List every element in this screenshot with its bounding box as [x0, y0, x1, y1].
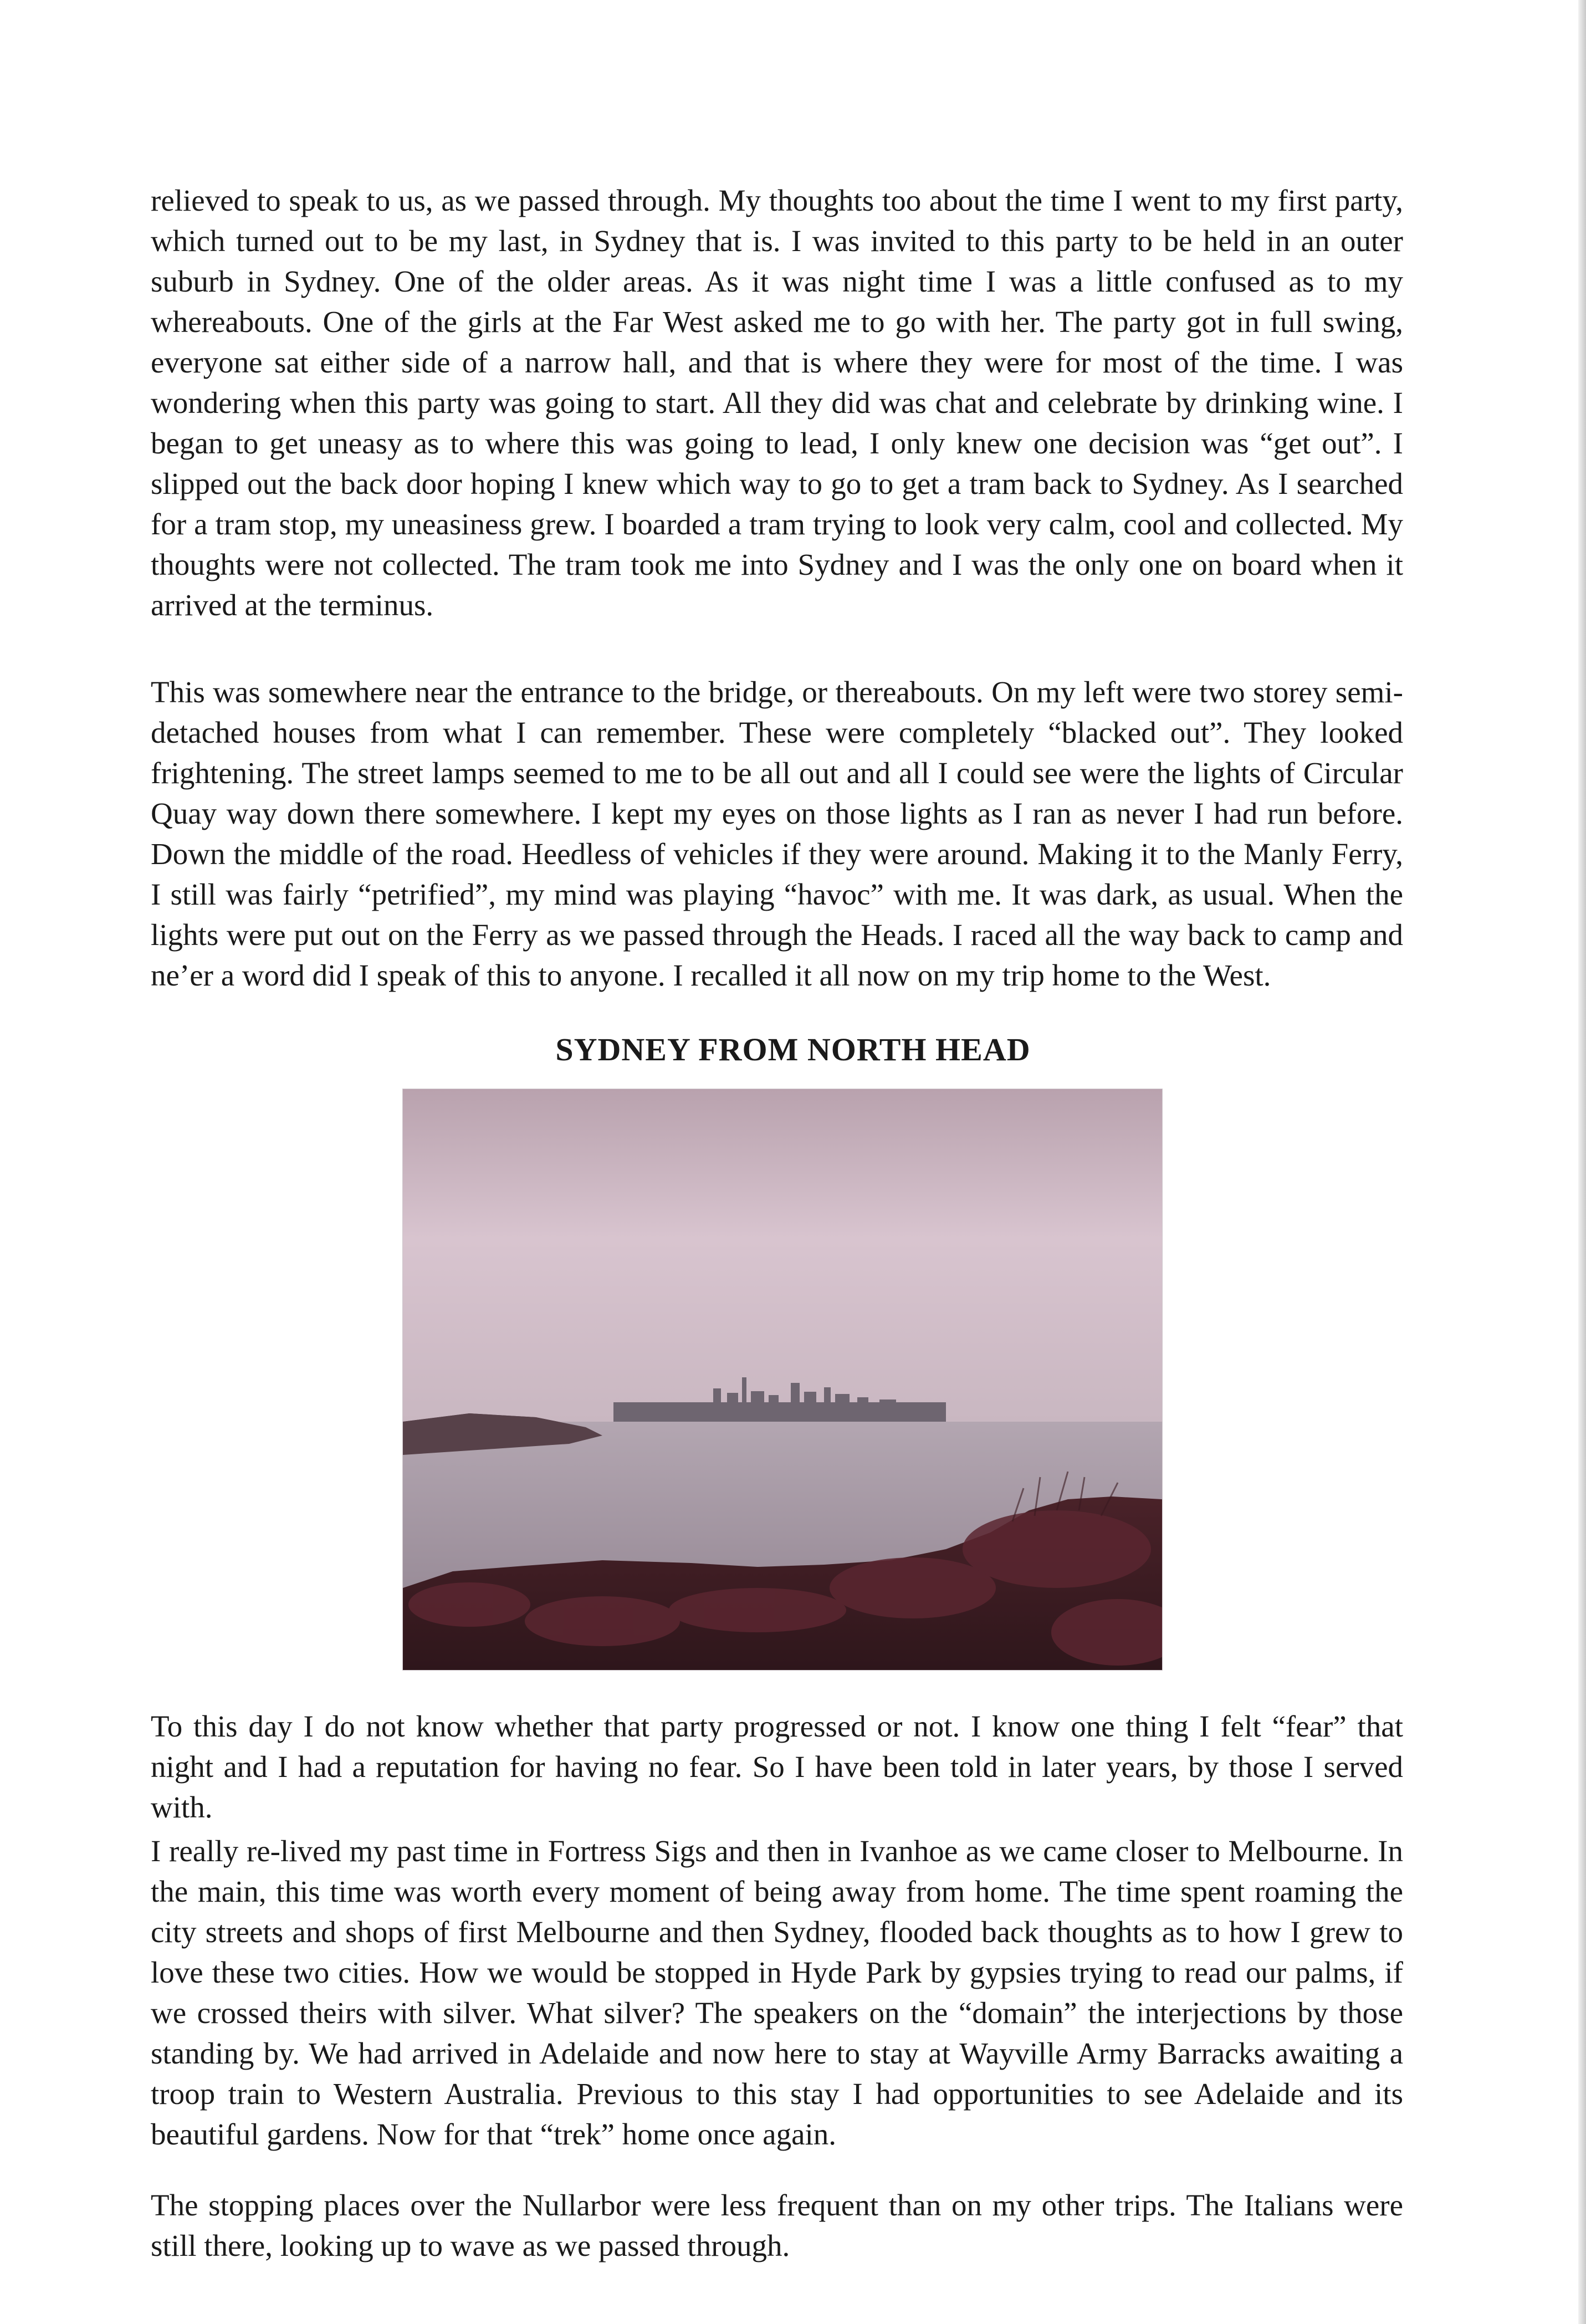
scan-edge: [1578, 0, 1586, 2324]
paragraph-nullarbor: The stopping places over the Nullarbor were less frequent than on my other trips. The Italians were still there, looking up to wave as we passed through.: [151, 2188, 1403, 2262]
paragraph-party: relieved to speak to us, as we passed through. My thoughts too about the time I went to my first party, which turned out to be my last, in Sydney that is. I was invited to this party to be held in an outer suburb in Sydney. One of the older areas. As it was night time I was a little confused as to my whereabouts. One of the girls at the Far West asked me to go with her. The party got in full swing, everyone sat either side of a narrow hall, and that is where they were for most of the time. I was wondering when this party was going to start. All they did was chat and celebrate by drinking wine. I began to get uneasy as to where this was going to lead, I only knew one decision was “get out”. I slipped out the back door hoping I knew which way to go to get a tram back to Sydney. As I searched for a tram stop, my uneasiness grew. I boarded a tram trying to look very calm, cool and collected. My thoughts were not collected. The tram took me into Sydney and I was the only one on board when it arrived at the terminus.: [151, 183, 1403, 622]
sydney-harbour-photo: [403, 1089, 1162, 1670]
paragraph-memories: I really re-lived my past time in Fortress Sigs and then in Ivanhoe as we came closer to Melbourne. In the main, this time was worth every moment of being away from home. The time spent roaming the city streets and shops of first Melbourne and then Sydney, flooded back thoughts as to how I grew to love these two cities. How we would be stopped in Hyde Park by gypsies trying to read our palms, if we crossed theirs with silver. What silver? The speakers on the “domain” the interjections by those standing by. We had arrived in Adelaide and now here to stay at Wayville Army Barracks awaiting a troop train to Western Australia. Previous to this stay I had opportunities to see Adelaide and its beautiful gardens. Now for that “trek” home once again.: [151, 1834, 1403, 2151]
paragraph-fear: To this day I do not know whether that party progressed or not. I know one thing I felt “fear” that night and I had a reputation for having no fear. So I have been told in later years, by those I served with.: [151, 1709, 1403, 1824]
photo-caption: SYDNEY FROM NORTH HEAD: [555, 1031, 1031, 1067]
sky: [403, 1089, 1162, 1422]
harbour-photo-illustration: [403, 1089, 1162, 1670]
paragraph-blackout: This was somewhere near the entrance to the bridge, or thereabouts. On my left were two storey semi-detached houses from what I can remember. These were completely “blacked out”. They looked frightening. The street lamps seemed to me to be all out and all I could see were the lights of Circular Quay way down there somewhere. I kept my eyes on those lights as I ran as never I had run before. Down the middle of the road. Heedless of vehicles if they were around. Making it to the Manly Ferry, I still was fairly “petrified”, my mind was playing “havoc” with me. It was dark, as usual. When the lights were put out on the Ferry as we passed through the Heads. I raced all the way back to camp and ne’er a word did I speak of this to anyone. I recalled it all now on my trip home to the West.: [151, 675, 1403, 992]
